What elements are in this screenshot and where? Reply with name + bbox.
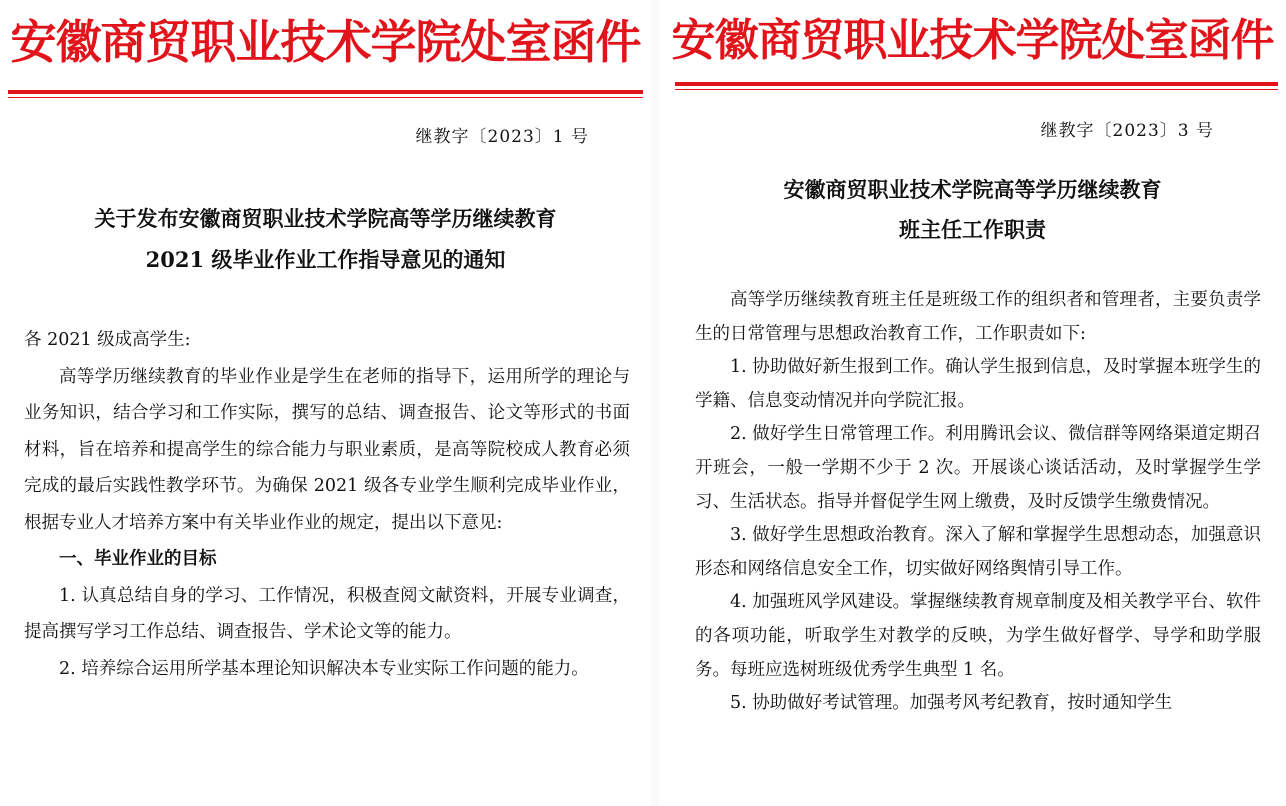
letterhead-rule-thin	[8, 97, 643, 98]
document-body	[24, 322, 630, 687]
letterhead-title: 安徽商贸职业技术学院处室函件	[671, 15, 1274, 66]
document-title	[659, 170, 1286, 250]
letterhead-rule-thick	[675, 82, 1278, 86]
list-item: 4. 加强班风学风建设。掌握继续教育规章制度及相关教学平台、软件的各项功能，听取学生对教学的反映，为学生做好督学、导学和助学服务。每班应选树班级优秀学生典型 1 名。	[695, 592, 1261, 680]
list-item: 3. 做好学生思想政治教育。深入了解和掌握学生思想动态，加强意识形态和网络信息安全工作，切实做好网络舆情引导工作。	[695, 525, 1261, 579]
letterhead-rule-thin	[675, 89, 1278, 90]
document-title-line-1: 安徽商贸职业技术学院高等学历继续教育	[783, 177, 1162, 202]
document-title-line-2: 班主任工作职责	[899, 217, 1046, 242]
page-gutter	[651, 0, 659, 806]
paragraph: 高等学历继续教育班主任是班级工作的组织者和管理者，主要负责学生的日常管理与思想政治教育工作，工作职责如下:	[695, 290, 1261, 344]
document-title-line-1: 关于发布安徽商贸职业技术学院高等学历继续教育	[94, 206, 557, 231]
list-item: 2. 做好学生日常管理工作。利用腾讯会议、微信群等网络渠道定期召开班会，一般一学期不少于 2 次。开展谈心谈话活动，及时掌握学生学习、生活状态。指导并督促学生网上缴费，及时反馈学生缴费情况。	[695, 424, 1261, 512]
document-title	[0, 198, 651, 280]
section-heading: 一、毕业作业的目标	[59, 549, 217, 569]
list-item: 1. 认真总结自身的学习、工作情况，积极查阅文献资料，开展专业调查，提高撰写学习工作总结、调查报告、学术论文等的能力。	[24, 585, 630, 642]
salutation: 各 2021 级成高学生:	[24, 330, 191, 350]
document-number: 继教字〔2023〕3 号	[1040, 121, 1214, 141]
letterhead-rule-thick	[8, 90, 643, 94]
document-body	[695, 284, 1261, 721]
list-item: 2. 培养综合运用所学基本理论知识解决本专业实际工作问题的能力。	[59, 658, 589, 679]
list-item: 5. 协助做好考试管理。加强考风考纪教育，按时通知学生	[730, 693, 1173, 714]
paragraph: 高等学历继续教育的毕业作业是学生在老师的指导下，运用所学的理论与业务知识，结合学习和工作实际，撰写的总结、调查报告、论文等形式的书面材料，旨在培养和提高学生的综合能力与职业素质，是高等院校成人教育必须完成的最后实践性教学环节。为确保 2021 级各专业学生顺利完成毕业作业，根据专业人才培养方案中有关毕业作业的规定，提出以下意见:	[24, 366, 630, 533]
document-title-line-2: 2021 级毕业作业工作指导意见的通知	[145, 247, 506, 272]
right-document-page	[659, 0, 1286, 806]
document-number: 继教字〔2023〕1 号	[415, 127, 589, 147]
letterhead-title: 安徽商贸职业技术学院处室函件	[10, 15, 641, 69]
list-item: 1. 协助做好新生报到工作。确认学生报到信息，及时掌握本班学生的学籍、信息变动情况并向学院汇报。	[695, 357, 1261, 411]
